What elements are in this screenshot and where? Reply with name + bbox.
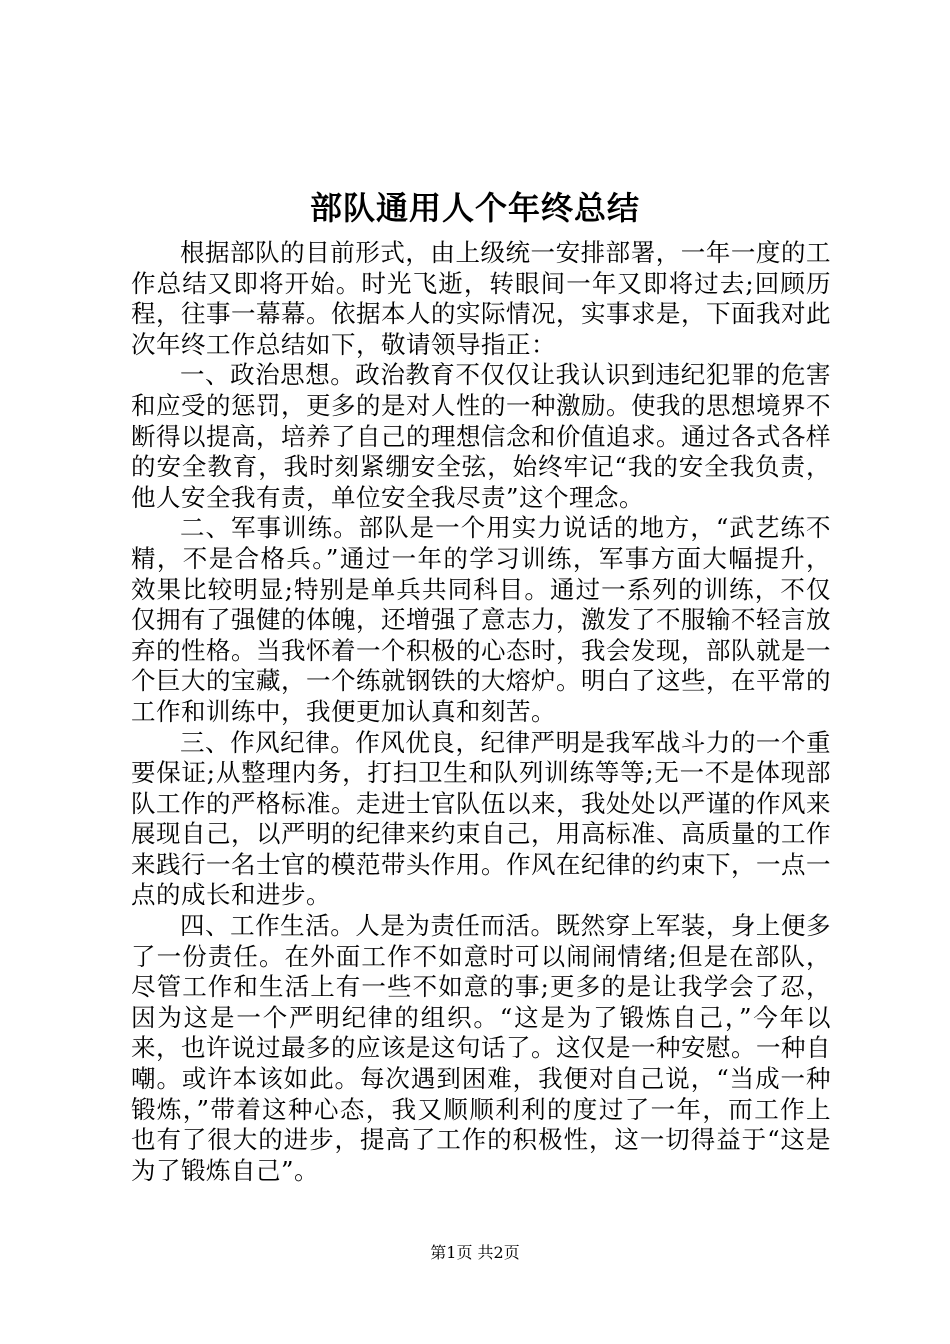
paragraph-style-discipline: 三、作风纪律。作风优良，纪律严明是我军战斗力的一个重要保证;从整理内务，打扫卫生和队列训练等等;无一不是体现部队工作的严格标准。走进士官队伍以来，我处处以严谨的作风来展现自己，以严明的纪律来约束自己，用高标准、高质量的工作来践行一名士官的模范带头作用。作风在纪律的约束下，一点一点的成长和进步。	[131, 727, 831, 910]
document-body	[131, 238, 831, 1186]
document-title: 部队通用人个年终总结	[309, 189, 640, 227]
paragraph-military-training: 二、军事训练。部队是一个用实力说话的地方，“武艺练不精，不是合格兵。”通过一年的学习训练，军事方面大幅提升，效果比较明显;特别是单兵共同科目。通过一系列的训练，不仅仅拥有了强健的体魄，还增强了意志力，激发了不服输不轻言放弃的性格。当我怀着一个积极的心态时，我会发现，部队就是一个巨大的宝藏，一个练就钢铁的大熔炉。明白了这些，在平常的工作和训练中，我便更加认真和刻苦。	[131, 513, 831, 726]
paragraph-political-thought: 一、政治思想。政治教育不仅仅让我认识到违纪犯罪的危害和应受的惩罚，更多的是对人性的一种激励。使我的思想境界不断得以提高，培养了自己的理想信念和价值追求。通过各式各样的安全教育，我时刻紧绷安全弦，始终牢记“我的安全我负责，他人安全我有责，单位安全我尽责”这个理念。	[131, 360, 831, 512]
paragraph-intro: 根据部队的目前形式，由上级统一安排部署，一年一度的工作总结又即将开始。时光飞逝，转眼间一年又即将过去;回顾历程，往事一幕幕。依据本人的实际情况，实事求是，下面我对此次年终工作总结如下，敬请领导指正：	[131, 238, 831, 359]
page-footer: 第1页 共2页	[430, 1243, 520, 1262]
paragraph-work-life: 四、工作生活。人是为责任而活。既然穿上军装，身上便多了一份责任。在外面工作不如意时可以闹闹情绪;但是在部队，尽管工作和生活上有一些不如意的事;更多的是让我学会了忍，因为这是一个严明纪律的组织。“这是为了锻炼自己，”今年以来，也许说过最多的应该是这句话了。这仅是一种安慰。一种自嘲。或许本该如此。每次遇到困难，我便对自己说，“当成一种锻炼，”带着这种心态，我又顺顺利利的度过了一年，而工作上也有了很大的进步，提高了工作的积极性，这一切得益于“这是为了锻炼自己”。	[131, 911, 831, 1185]
